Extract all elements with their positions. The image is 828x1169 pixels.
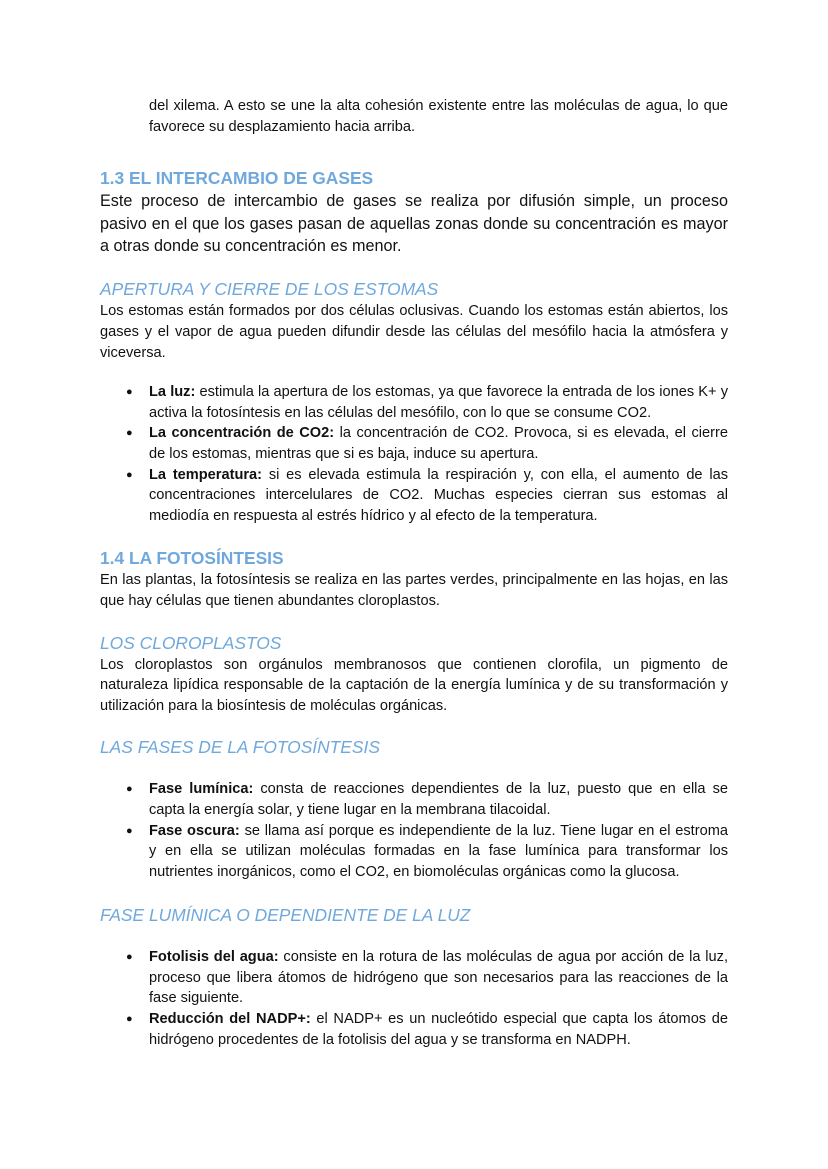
list-item: ● Reducción del NADP+: el NADP+ es un nucleótido especial que capta los átomos de hidrógeno procedentes de la fotolisis del agua y se transforma en NADPH.	[126, 1011, 728, 1048]
paragraph-cloroplastos: Los cloroplastos son orgánulos membranosos que contienen clorofila, un pigmento de naturaleza lipídica responsable de la captación de la energía lumínica y de su transformación y utilización para la biosíntesis de moléculas orgánicas.	[100, 656, 728, 714]
heading-intercambio-gases: 1.3 EL INTERCAMBIO DE GASES	[100, 168, 374, 189]
list-item: ● La temperatura: si es elevada estimula la respiración y, con ella, el aumento de las concentraciones intercelulares de CO2. Muchas especies cierran sus estomas al mediodía en respuesta al estrés hídrico y al efecto de la temperatura.	[126, 466, 728, 524]
heading-estomas: APERTURA Y CIERRE DE LOS ESTOMAS	[100, 279, 439, 300]
list-estomas-factors	[100, 382, 728, 526]
paragraph-fotosintesis: En las plantas, la fotosíntesis se realiza en las partes verdes, principalmente en las hojas, en las que hay células que tienen abundantes cloroplastos.	[100, 572, 728, 609]
bullet-icon: ●	[126, 427, 133, 440]
bullet-icon: ●	[126, 468, 133, 481]
bullet-icon: ●	[126, 1013, 133, 1026]
list-fase-luminica	[100, 947, 728, 1050]
list-fases	[100, 779, 728, 882]
heading-cloroplastos: LOS CLOROPLASTOS	[100, 632, 282, 653]
bullet-icon: ●	[126, 824, 133, 837]
intro-continuation: del xilema. A esto se une la alta cohesión existente entre las moléculas de agua, lo que favorece su desplazamiento hacia arriba.	[149, 98, 728, 135]
list-item: ● Fotolisis del agua: consiste en la rotura de las moléculas de agua por acción de la luz, proceso que libera átomos de hidrógeno que son necesarios para las reacciones de la fase siguiente.	[126, 949, 728, 1007]
bullet-icon: ●	[126, 783, 133, 796]
heading-fase-luminica: FASE LUMÍNICA O DEPENDIENTE DE LA LUZ	[100, 905, 471, 926]
list-item: ● La concentración de CO2: la concentración de CO2. Provoca, si es elevada, el cierre de los estomas, mientras que si es baja, induce su apertura.	[126, 425, 728, 462]
paragraph-intercambio-gases: Este proceso de intercambio de gases se realiza por difusión simple, un proceso pasivo en el que los gases pasan de aquellas zonas donde su concentración es mayor a otras donde su concentración es menor.	[100, 192, 728, 255]
heading-fotosintesis: 1.4 LA FOTOSÍNTESIS	[100, 548, 284, 569]
list-item: ● Fase lumínica: consta de reacciones dependientes de la luz, puesto que en ella se capta la energía solar, y tiene lugar en la membrana tilacoidal.	[126, 781, 728, 818]
bullet-icon: ●	[126, 951, 133, 964]
list-item: ● Fase oscura: se llama así porque es independiente de la luz. Tiene lugar en el estroma y en ella se utilizan moléculas formadas en la fase lumínica para transformar los nutrientes inorgánicos, como el CO2, en biomoléculas orgánicas como la glucosa.	[126, 822, 728, 880]
list-item: ● La luz: estimula la apertura de los estomas, ya que favorece la entrada de los iones K+ y activa la fotosíntesis en las células del mesófilo, con lo que se consume CO2.	[126, 384, 728, 421]
paragraph-estomas: Los estomas están formados por dos células oclusivas. Cuando los estomas están abiertos, los gases y el vapor de agua pueden difundir desde las células del mesófilo hacia la atmósfera y viceversa.	[100, 303, 728, 361]
heading-fases: LAS FASES DE LA FOTOSÍNTESIS	[100, 737, 380, 758]
bullet-icon: ●	[126, 386, 133, 399]
document-page	[100, 96, 728, 1050]
